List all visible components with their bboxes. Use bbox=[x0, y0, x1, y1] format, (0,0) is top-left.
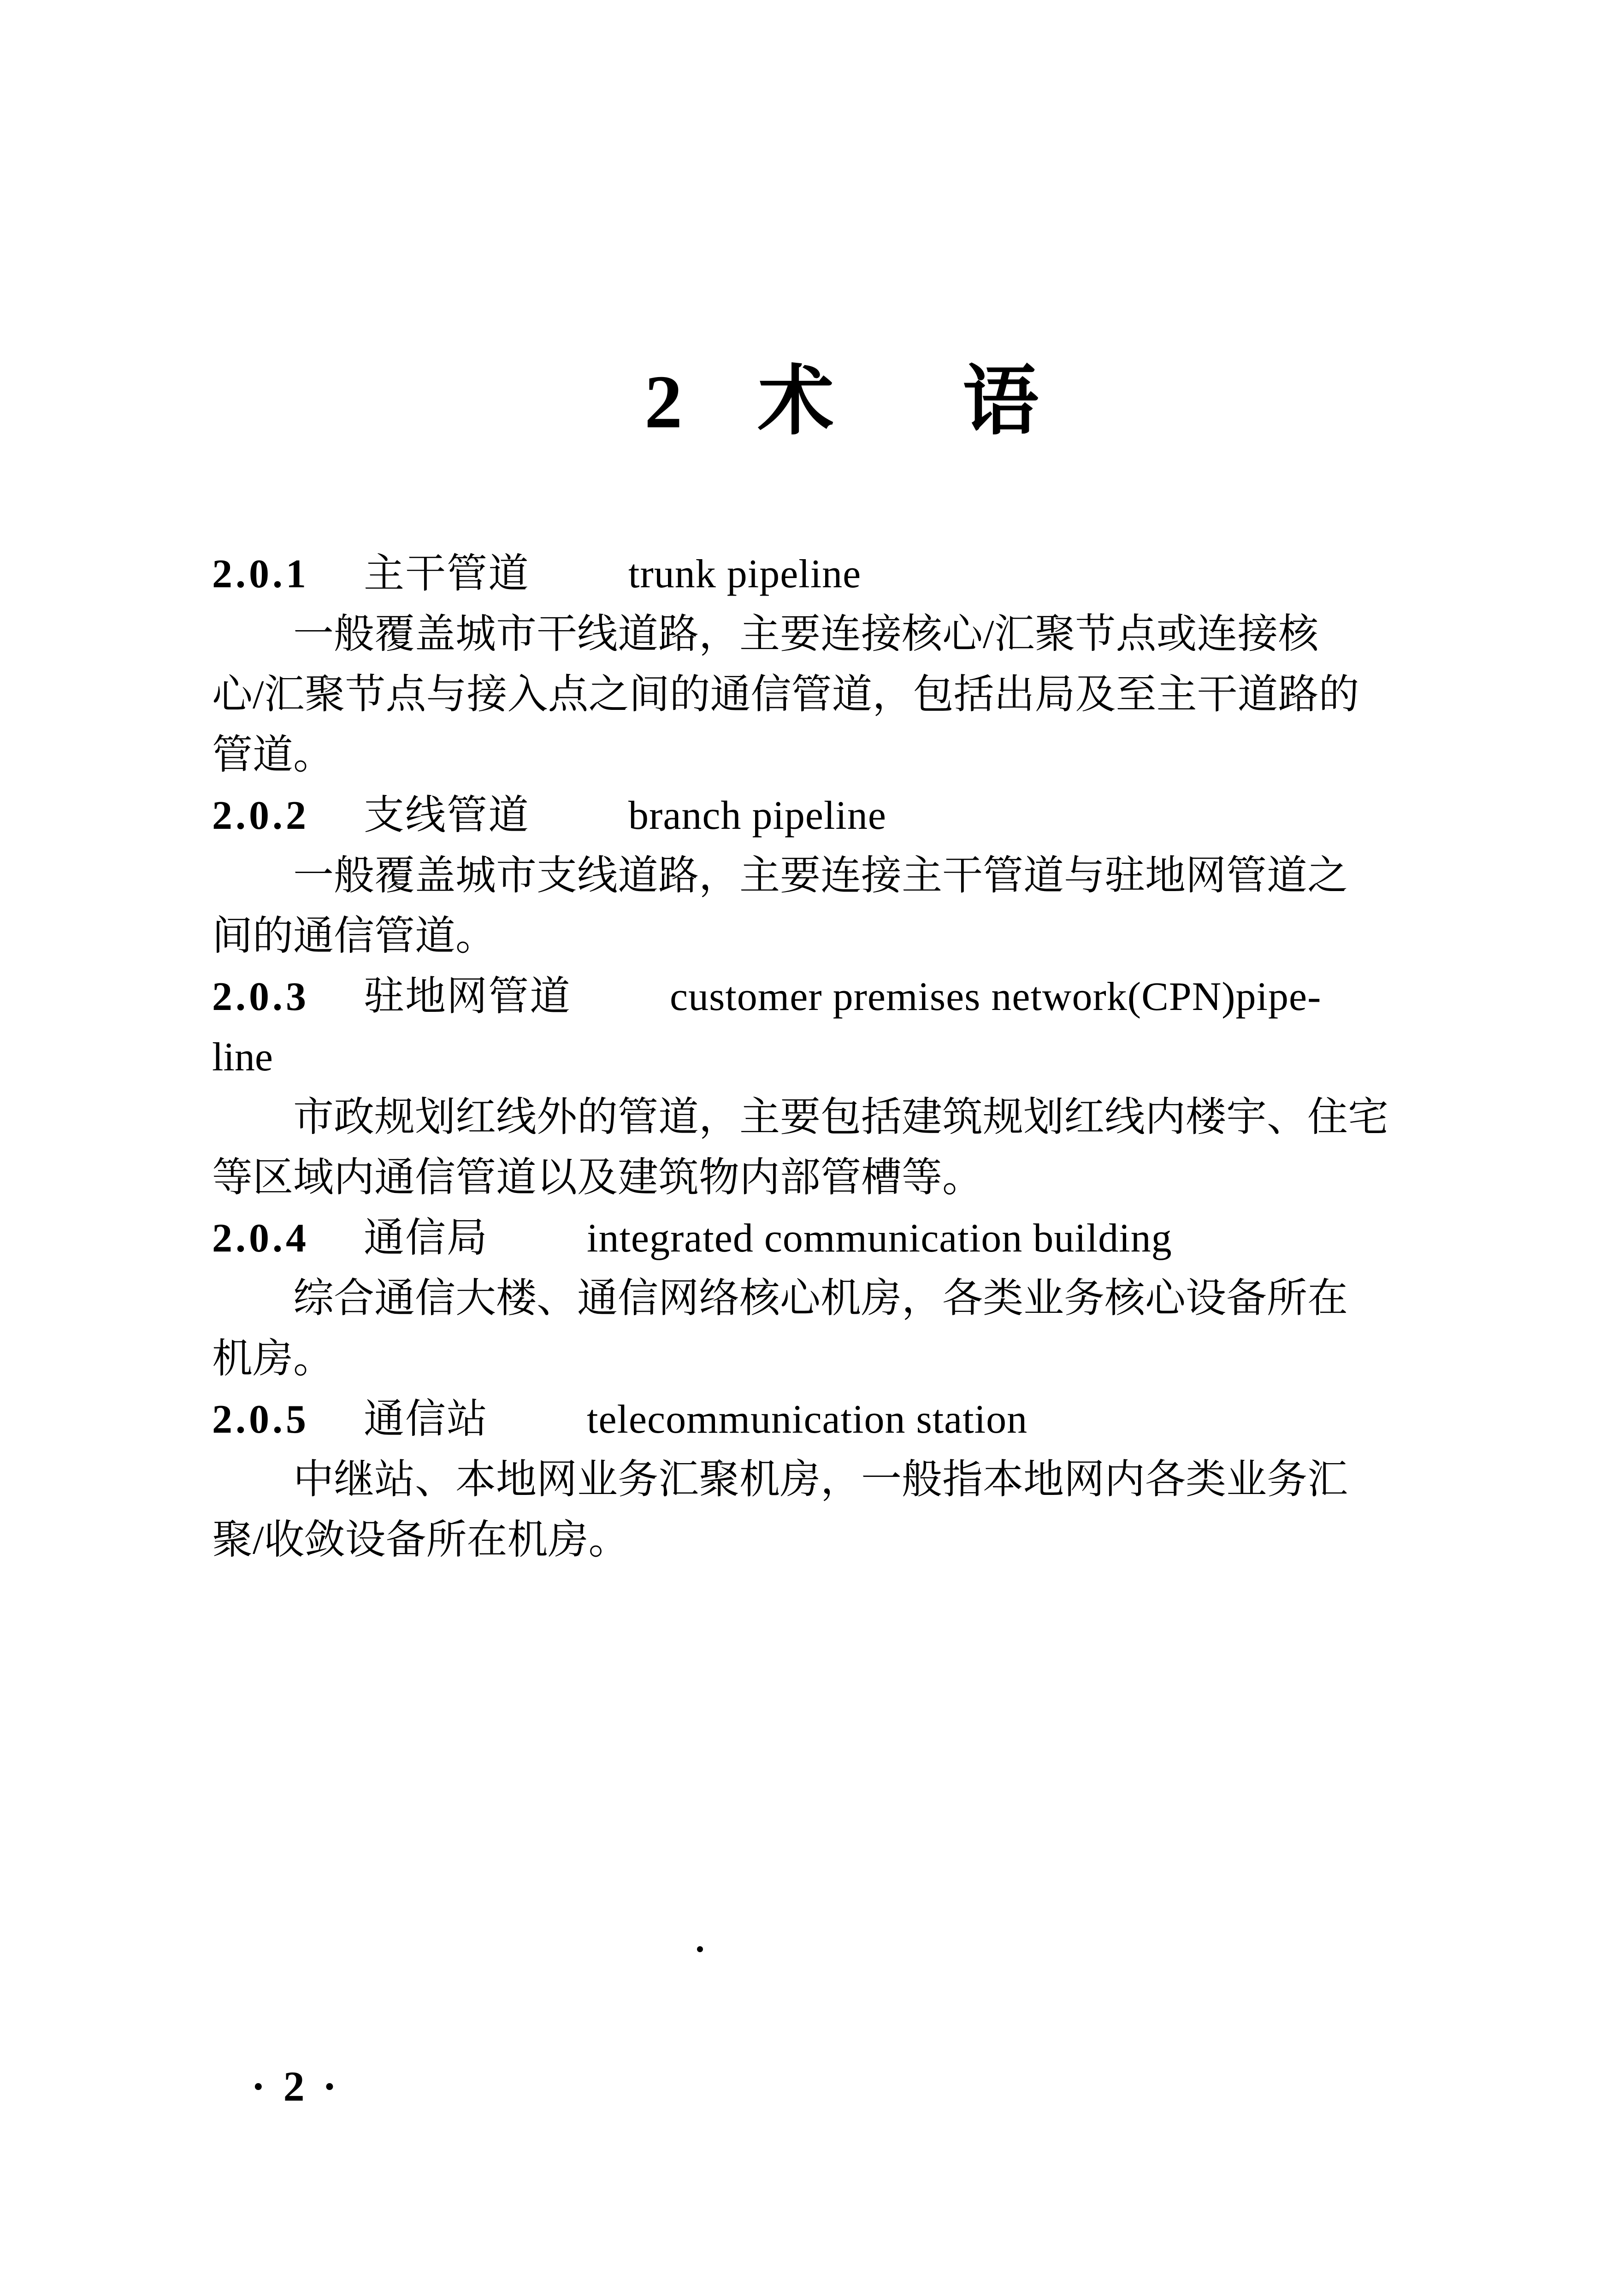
chapter-title bbox=[644, 356, 1039, 448]
body-line: 中继站、本地网业务汇聚机房，一般指本地网内各类业务汇 bbox=[293, 1458, 1348, 1502]
page-number: · 2 · bbox=[251, 2063, 337, 2110]
clause-number: 2.0.1 bbox=[212, 552, 309, 596]
clause-term-zh: 通信局 bbox=[364, 1216, 489, 1261]
body-line: 市政规划红线外的管道，主要包括建筑规划红线内楼宇、住宅 bbox=[293, 1095, 1389, 1140]
clause-number: 2.0.2 bbox=[212, 793, 309, 838]
clause-term-en: trunk pipeline bbox=[628, 552, 862, 596]
clause-heading-201 bbox=[212, 544, 1420, 604]
body-line: 等区域内通信管道以及建筑物内部管槽等。 bbox=[212, 1156, 983, 1200]
clause-heading-205 bbox=[212, 1389, 1420, 1450]
body-line: 间的通信管道。 bbox=[212, 914, 496, 959]
chapter-number: 2 bbox=[644, 360, 683, 444]
clause-number: 2.0.4 bbox=[212, 1216, 309, 1261]
clause-term-zh: 通信站 bbox=[364, 1397, 489, 1442]
clause-term-en: branch pipeline bbox=[628, 793, 886, 838]
chapter-title-char-2: 语 bbox=[963, 360, 1039, 444]
body-line: 一般覆盖城市支线道路，主要连接主干管道与驻地网管道之 bbox=[293, 854, 1348, 898]
chapter-title-char-1: 术 bbox=[757, 360, 834, 444]
body-line: 机房。 bbox=[212, 1337, 334, 1382]
clause-term-en: integrated communication building bbox=[587, 1216, 1172, 1261]
ink-speck bbox=[697, 1946, 703, 1952]
clause-term-zh: 驻地网管道 bbox=[364, 974, 572, 1019]
clause-number: 2.0.5 bbox=[212, 1397, 309, 1442]
clause-term-zh: 主干管道 bbox=[364, 552, 530, 596]
body-line: 综合通信大楼、通信网络核心机房，各类业务核心设备所在 bbox=[293, 1276, 1348, 1321]
body-line: 聚/收敛设备所在机房。 bbox=[212, 1518, 629, 1563]
terminology-list bbox=[212, 544, 1420, 1571]
clause-term-zh: 支线管道 bbox=[364, 793, 530, 838]
clause-term-en-wrap: line bbox=[212, 1035, 273, 1080]
clause-heading-202 bbox=[212, 785, 1420, 846]
body-line: 心/汇聚节点与接入点之间的通信管道，包括出局及至主干道路的 bbox=[212, 673, 1359, 717]
clause-number: 2.0.3 bbox=[212, 974, 309, 1019]
body-line: 一般覆盖城市干线道路，主要连接核心/汇聚节点或连接核 bbox=[293, 612, 1319, 657]
body-line: 管道。 bbox=[212, 733, 334, 778]
clause-heading-203 bbox=[212, 967, 1420, 1027]
clause-term-en: telecommunication station bbox=[587, 1397, 1028, 1442]
clause-heading-204 bbox=[212, 1208, 1420, 1269]
clause-term-en: customer premises network(CPN)pipe- bbox=[670, 974, 1322, 1019]
